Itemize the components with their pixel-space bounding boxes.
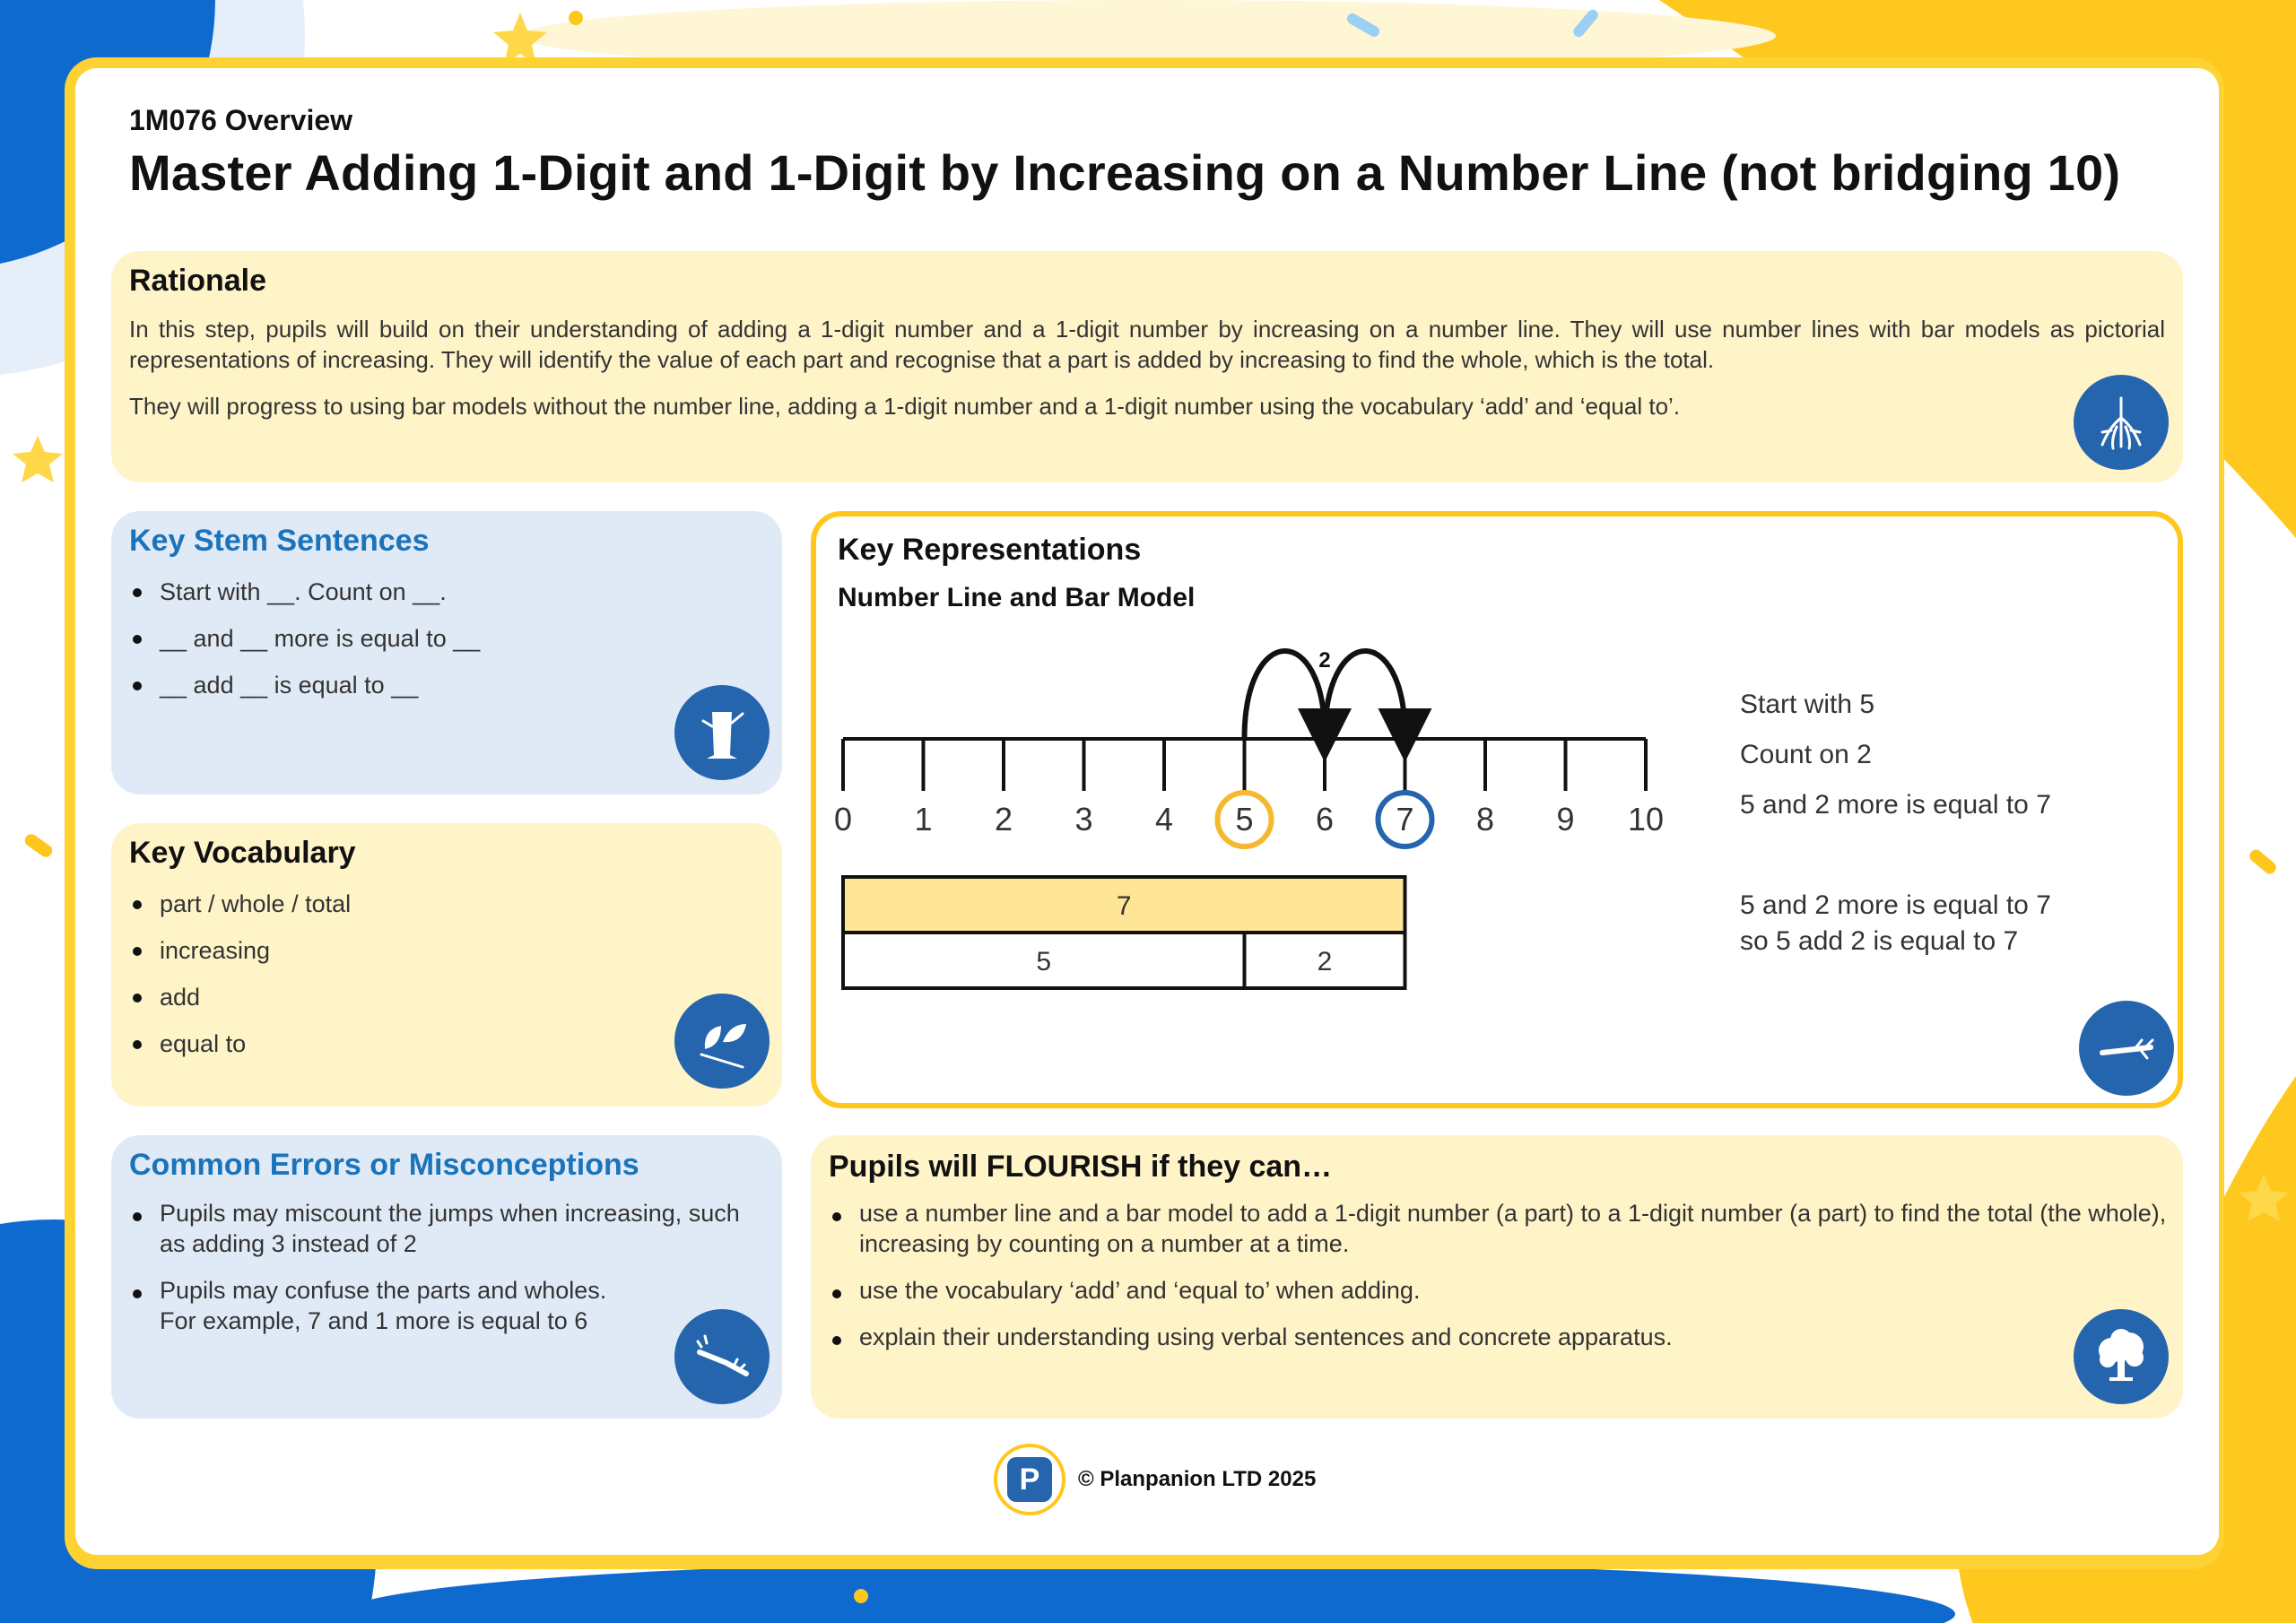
key-representations-panel [811, 511, 2183, 1108]
footer [994, 1444, 1316, 1515]
list-item: __ and __ more is equal to __ [160, 621, 764, 656]
bar-part-b-label: 2 [1317, 947, 1333, 976]
tick-label: 6 [1315, 801, 1335, 838]
bar-whole-label: 7 [1116, 891, 1132, 921]
list-item: __ add __ is equal to __ [160, 667, 764, 703]
stem-sentences-heading: Key Stem Sentences [129, 524, 430, 558]
list-item: increasing [160, 933, 764, 968]
note-line: 5 and 2 more is equal to 7 [1740, 790, 2051, 820]
stem-sentences-list [129, 574, 764, 714]
logo-letter: P [1007, 1457, 1052, 1502]
list-item: use a number line and a bar model to add a 1-digit number (a part) to a 1-digit number (a part) to find the total (the whole), increasing by counting on a number at a time. [859, 1198, 2169, 1259]
tick-label: 2 [994, 801, 1013, 838]
flourish-panel [811, 1135, 2183, 1419]
list-item: add [160, 979, 764, 1015]
list-item: Start with __. Count on __. [160, 574, 764, 610]
misconceptions-panel [111, 1135, 782, 1419]
list-item: part / whole / total [160, 886, 764, 922]
oak-tree-icon [2074, 1309, 2169, 1404]
tick-label: 9 [1556, 801, 1575, 838]
list-item: equal to [160, 1026, 764, 1062]
bar-part-a-label: 5 [1036, 947, 1052, 976]
number-line-subheading: Number Line and Bar Model [838, 583, 1196, 612]
page-title: Master Adding 1-Digit and 1-Digit by Increasing on a Number Line (not bridging 10) [129, 144, 2121, 201]
rationale-panel [111, 251, 2183, 482]
leaves-icon [674, 994, 770, 1089]
tick-label: 10 [1627, 801, 1665, 838]
rationale-paragraph-1: In this step, pupils will build on their understanding of adding a 1-digit number and a 1-digit number by increasing on a number line. They will use number lines with bar models as pictorial representations of increasing. They will identify the value of each part and recognise that a part is added by increasing to find the whole, which is the total. [129, 316, 2165, 373]
tick-label: 4 [1154, 801, 1174, 838]
vocabulary-heading: Key Vocabulary [129, 836, 356, 870]
jump-label: 2 [1318, 648, 1331, 673]
broken-branch-icon [674, 1309, 770, 1404]
vocabulary-panel [111, 823, 782, 1107]
tick-label: 8 [1475, 801, 1495, 838]
roots-icon [2074, 375, 2169, 470]
jump-arc [1325, 651, 1405, 739]
misconceptions-list [129, 1198, 755, 1352]
number-line-diagram [816, 561, 1677, 1046]
note-line: Start with 5 [1740, 690, 1875, 719]
branch-icon [2079, 1001, 2174, 1096]
list-item: use the vocabulary ‘add’ and ‘equal to’ when adding. [859, 1275, 2169, 1306]
misconceptions-heading: Common Errors or Misconceptions [129, 1148, 639, 1182]
flourish-list [829, 1198, 2169, 1368]
bar-model-notes [1740, 888, 2051, 959]
list-item: Pupils may miscount the jumps when increasing, such as adding 3 instead of 2 [160, 1198, 755, 1259]
note-line: 5 and 2 more is equal to 7 [1740, 890, 2051, 920]
list-item: explain their understanding using verbal sentences and concrete apparatus. [859, 1322, 2169, 1352]
key-representations-heading: Key Representations [838, 533, 1142, 567]
planpanion-logo [994, 1444, 1065, 1515]
note-line: so 5 add 2 is equal to 7 [1740, 926, 2019, 956]
jump-arc [1245, 651, 1326, 739]
tick-label: 1 [914, 801, 933, 838]
tick-label: 0 [833, 801, 853, 838]
rationale-heading: Rationale [129, 264, 267, 298]
list-item: Pupils may confuse the parts and wholes. For example, 7 and 1 more is equal to 6 [160, 1275, 755, 1336]
number-line-notes [1740, 687, 2051, 823]
tick-label: 5 [1235, 801, 1254, 838]
tick-label: 3 [1074, 801, 1093, 838]
tick-label: 7 [1396, 801, 1414, 838]
stem-sentences-panel [111, 511, 782, 794]
copyright-text: © Planpanion LTD 2025 [1078, 1467, 1317, 1491]
lesson-code: 1M076 Overview [129, 104, 353, 136]
flourish-heading: Pupils will FLOURISH if they can… [829, 1150, 1333, 1184]
vocabulary-list [129, 886, 764, 1072]
rationale-paragraph-2: They will progress to using bar models without the number line, adding a 1-digit number and a 1-digit number using the vocabulary ‘add’ and ‘equal to’. [129, 393, 1681, 420]
note-line: Count on 2 [1740, 740, 1872, 769]
tree-trunk-icon [674, 685, 770, 780]
